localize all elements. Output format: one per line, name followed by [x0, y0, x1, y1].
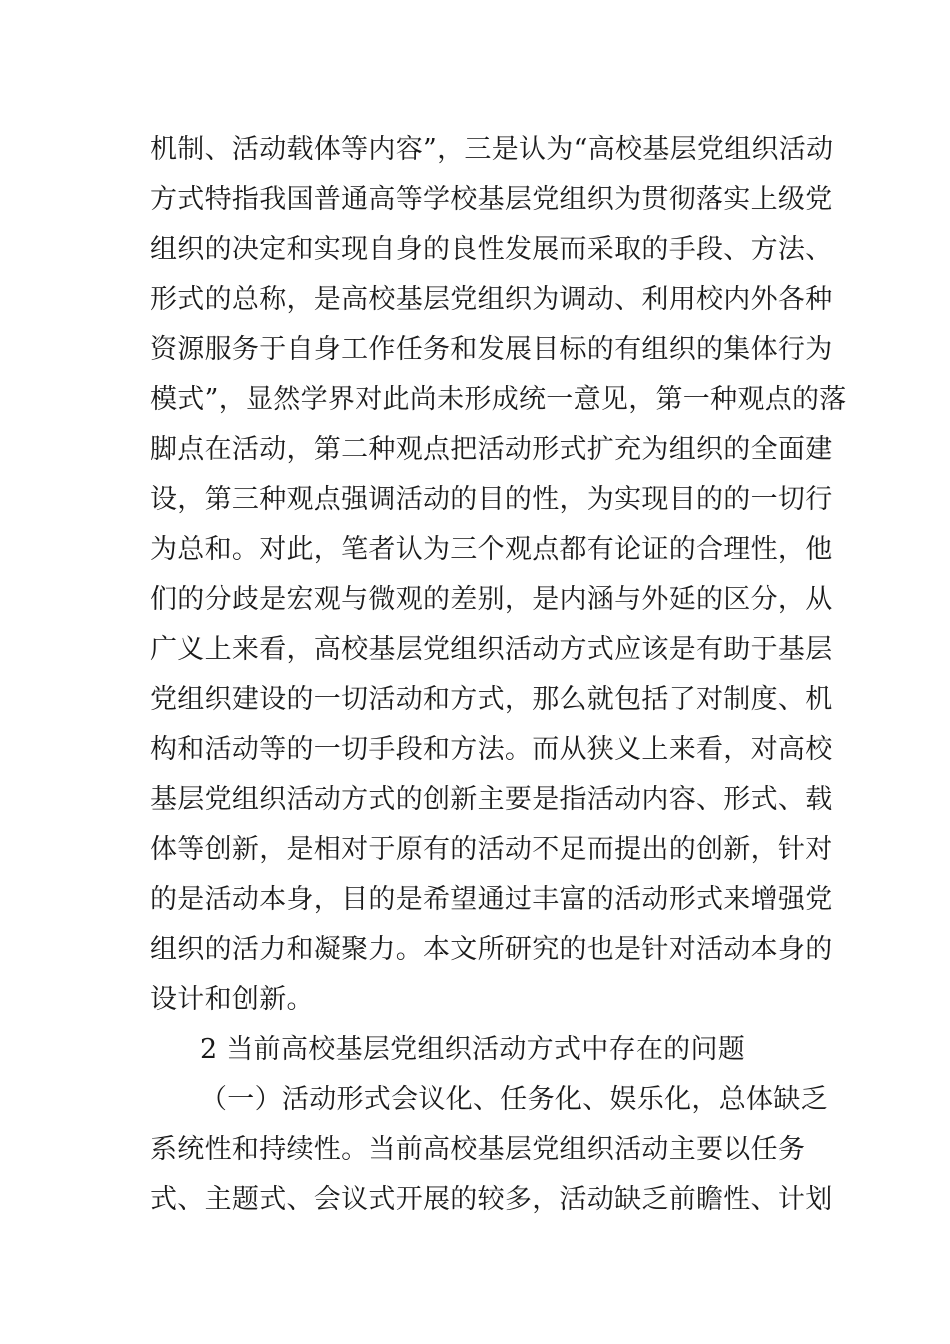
- body-text-line: 设，第三种观点强调活动的目的性，为实现目的的一切行: [150, 484, 833, 515]
- body-text-line: 资源服务于自身工作任务和发展目标的有组织的集体行为: [150, 334, 833, 365]
- body-text-line: 模式”，显然学界对此尚未形成统一意见，第一种观点的落: [150, 384, 847, 415]
- body-text-line: 组织的活力和凝聚力。本文所研究的也是针对活动本身的: [150, 934, 833, 965]
- body-text-line: 的是活动本身，目的是希望通过丰富的活动形式来增强党: [150, 884, 833, 915]
- body-text-line: 基层党组织活动方式的创新主要是指活动内容、形式、载: [150, 784, 833, 815]
- body-text-line: 方式特指我国普通高等学校基层党组织为贯彻落实上级党: [150, 184, 833, 215]
- subsection-heading-line: （一）活动形式会议化、任务化、娱乐化，总体缺乏: [200, 1084, 828, 1115]
- body-text-line: 机制、活动载体等内容”，三是认为“高校基层党组织活动: [150, 134, 834, 165]
- body-text-line: 广义上来看，高校基层党组织活动方式应该是有助于基层: [150, 634, 833, 665]
- body-text-line: 系统性和持续性。当前高校基层党组织活动主要以任务: [150, 1134, 806, 1165]
- body-text-line: 为总和。对此，笔者认为三个观点都有论证的合理性，他: [150, 534, 833, 565]
- body-text-line: 党组织建设的一切活动和方式，那么就包括了对制度、机: [150, 684, 833, 715]
- body-text-line: 形式的总称，是高校基层党组织为调动、利用校内外各种: [150, 284, 833, 315]
- body-text-line: 设计和创新。: [150, 984, 314, 1015]
- body-text-line: 组织的决定和实现自身的良性发展而采取的手段、方法、: [150, 234, 833, 265]
- body-text-line: 构和活动等的一切手段和方法。而从狭义上来看，对高校: [150, 734, 833, 765]
- body-text-line: 脚点在活动，第二种观点把活动形式扩充为组织的全面建: [150, 434, 833, 465]
- body-text-line: 式、主题式、会议式开展的较多，活动缺乏前瞻性、计划: [150, 1184, 833, 1215]
- body-text-line: 体等创新，是相对于原有的活动不足而提出的创新，针对: [150, 834, 833, 865]
- body-text-line: 们的分歧是宏观与微观的差别，是内涵与外延的区分，从: [150, 584, 833, 615]
- section-heading: 2 当前高校基层党组织活动方式中存在的问题: [200, 1034, 746, 1065]
